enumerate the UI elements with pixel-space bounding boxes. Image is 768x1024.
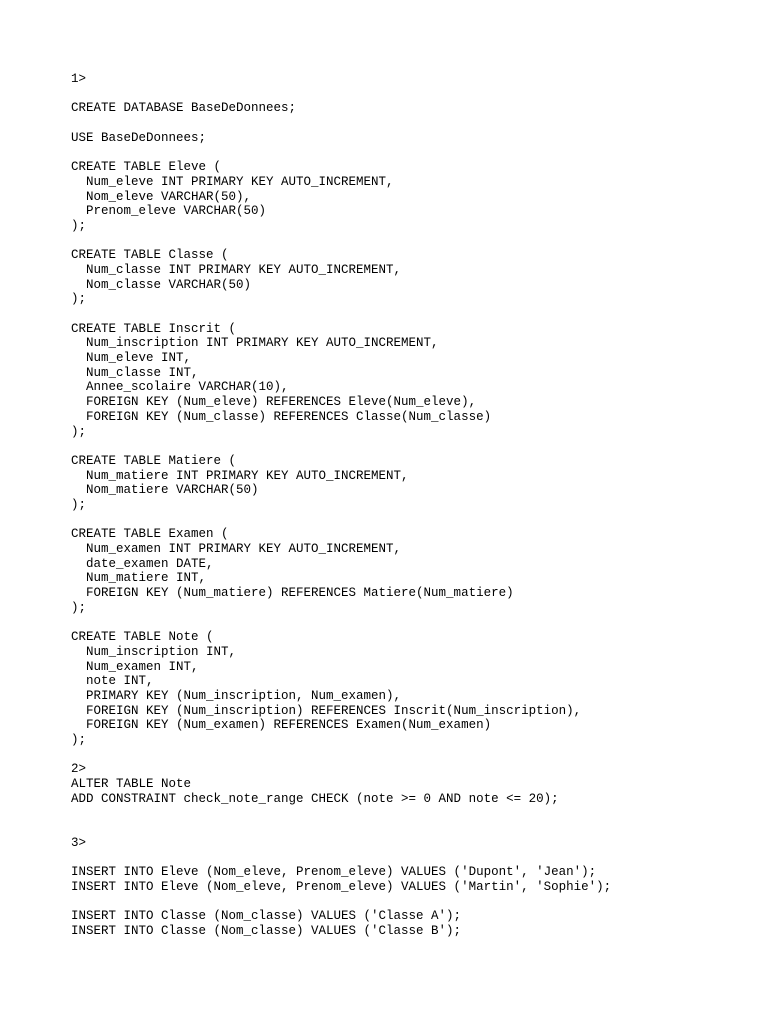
document-page: [71, 72, 751, 939]
code-line: Num_examen INT,: [71, 659, 199, 674]
code-line: Nom_matiere VARCHAR(50): [71, 483, 259, 498]
code-line: Num_eleve INT,: [71, 351, 192, 366]
code-line: 2>: [71, 762, 87, 777]
code-line: note INT,: [71, 674, 154, 689]
code-line: date_examen DATE,: [71, 556, 214, 571]
code-line: FOREIGN KEY (Num_matiere) REFERENCES Matiere(Num_matiere): [71, 586, 514, 601]
code-line: PRIMARY KEY (Num_inscription, Num_examen),: [71, 688, 402, 703]
code-line: INSERT INTO Classe (Nom_classe) VALUES ('Classe B');: [71, 923, 462, 938]
code-line: FOREIGN KEY (Num_eleve) REFERENCES Eleve(Num_eleve),: [71, 395, 477, 410]
code-line: );: [71, 732, 87, 747]
code-line: Num_classe INT,: [71, 365, 199, 380]
code-line: CREATE TABLE Classe (: [71, 248, 229, 263]
code-line: FOREIGN KEY (Num_classe) REFERENCES Classe(Num_classe): [71, 409, 492, 424]
code-line: CREATE TABLE Eleve (: [71, 160, 222, 175]
code-line: FOREIGN KEY (Num_examen) REFERENCES Examen(Num_examen): [71, 718, 492, 733]
code-line: FOREIGN KEY (Num_inscription) REFERENCES Inscrit(Num_inscription),: [71, 703, 582, 718]
code-line: );: [71, 497, 87, 512]
code-line: [71, 895, 751, 910]
code-line: );: [71, 292, 87, 307]
code-line: CREATE DATABASE BaseDeDonnees;: [71, 101, 297, 116]
code-line: Nom_eleve VARCHAR(50),: [71, 189, 252, 204]
code-line: Num_inscription INT,: [71, 644, 237, 659]
code-line: );: [71, 600, 87, 615]
code-line: CREATE TABLE Examen (: [71, 527, 229, 542]
code-line: Num_classe INT PRIMARY KEY AUTO_INCREMENT,: [71, 262, 402, 277]
code-line: [71, 850, 751, 865]
code-line: CREATE TABLE Matiere (: [71, 453, 237, 468]
code-line: [71, 513, 751, 528]
code-line: [71, 234, 751, 249]
code-line: Prenom_eleve VARCHAR(50): [71, 204, 267, 219]
code-line: Num_eleve INT PRIMARY KEY AUTO_INCREMENT,: [71, 174, 394, 189]
code-line: [71, 806, 751, 821]
code-line: Nom_classe VARCHAR(50): [71, 277, 252, 292]
code-line: USE BaseDeDonnees;: [71, 130, 207, 145]
code-line: Annee_scolaire VARCHAR(10),: [71, 380, 289, 395]
code-line: );: [71, 424, 87, 439]
code-line: [71, 615, 751, 630]
code-line: ADD CONSTRAINT check_note_range CHECK (note >= 0 AND note <= 20);: [71, 791, 559, 806]
code-line: CREATE TABLE Note (: [71, 630, 214, 645]
code-line: [71, 116, 751, 131]
code-line: Num_matiere INT PRIMARY KEY AUTO_INCREMENT,: [71, 468, 409, 483]
code-line: Num_matiere INT,: [71, 571, 207, 586]
code-line: Num_inscription INT PRIMARY KEY AUTO_INCREMENT,: [71, 336, 439, 351]
code-line: [71, 821, 751, 836]
code-line: 3>: [71, 835, 87, 850]
code-line: );: [71, 218, 87, 233]
code-line: [71, 439, 751, 454]
code-line: CREATE TABLE Inscrit (: [71, 321, 237, 336]
code-line: [71, 145, 751, 160]
code-line: Num_examen INT PRIMARY KEY AUTO_INCREMENT,: [71, 542, 402, 556]
code-line: INSERT INTO Classe (Nom_classe) VALUES ('Classe A');: [71, 909, 462, 924]
code-line: 1>: [71, 72, 87, 86]
code-line: [71, 748, 751, 763]
code-line: ALTER TABLE Note: [71, 777, 192, 791]
code-line: INSERT INTO Eleve (Nom_eleve, Prenom_eleve) VALUES ('Dupont', 'Jean');: [71, 865, 597, 880]
code-line: INSERT INTO Eleve (Nom_eleve, Prenom_eleve) VALUES ('Martin', 'Sophie');: [71, 879, 612, 894]
code-line: [71, 87, 751, 102]
code-line: [71, 307, 751, 322]
